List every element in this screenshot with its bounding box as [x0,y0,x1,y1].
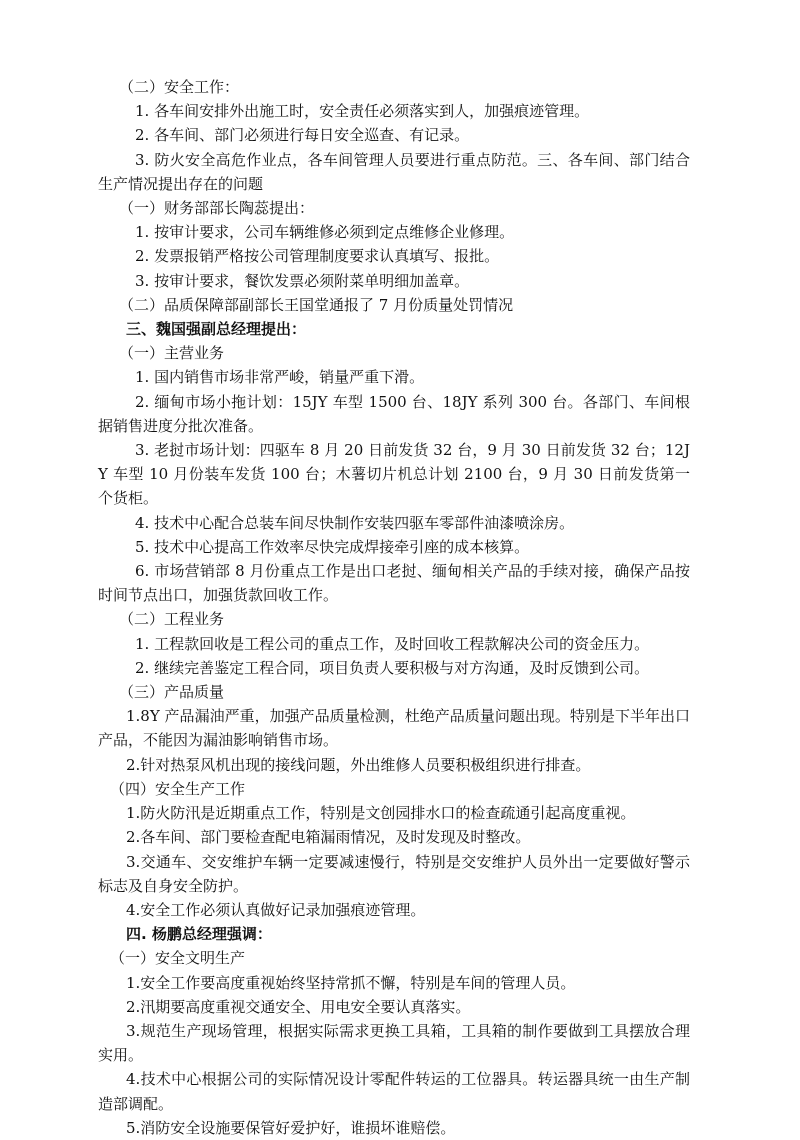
paragraph-line: 5. 技术中心提高工作效率尽快完成焊接牵引座的成本核算。 [135,537,530,556]
paragraph-line: 4.技术中心根据公司的实际情况设计零配件转运的工位器具。转运器具统一由生产制造部调配。 [98,1070,690,1113]
paragraph-line: （一）安全文明生产 [110,949,246,968]
paragraph-line: 1. 工程款回收是工程公司的重点工作，及时回收工程款解决公司的资金压力。 [135,634,650,653]
paragraph-line: 1.8Y 产品漏油严重，加强产品质量检测，杜绝产品质量问题出现。特别是下半年出口产品，不能因为漏油影响销售市场。 [98,707,690,750]
paragraph-line: 4.安全工作必须认真做好记录加强痕迹管理。 [126,900,426,919]
paragraph-line: 2.各车间、部门要检查配电箱漏雨情况，及时发现及时整改。 [126,828,531,847]
document-body [98,75,690,1140]
paragraph-line: （二）安全工作： [119,78,240,96]
paragraph-line: 2. 发票报销严格按公司管理制度要求认真填写、报批。 [135,247,500,266]
paragraph-line: 4. 技术中心配合总装车间尽快制作安装四驱车零部件油漆喷涂房。 [135,513,575,532]
paragraph-line: 5.消防安全设施要保管好爱护好，谁损坏谁赔偿。 [126,1118,456,1137]
paragraph-line: 3.规范生产现场管理，根据实际需求更换工具箱，工具箱的制作要做到工具摆放合理实用。 [98,1021,690,1065]
paragraph-line: 2.汛期要高度重视交通安全、用电安全要认真落实。 [126,997,471,1016]
paragraph-line: （四）安全生产工作 [110,779,246,798]
paragraph-line: （二）工程业务 [119,610,225,629]
section-heading: 三、魏国强副总经理提出： [126,320,307,339]
paragraph-line: （一）财务部部长陶蕊提出： [119,199,315,218]
paragraph-line: 1. 各车间安排外出施工时，安全责任必须落实到人，加强痕迹管理。 [135,102,590,121]
paragraph-line: 1. 按审计要求，公司车辆维修必须到定点维修企业修理。 [135,223,515,242]
paragraph-line: 2. 继续完善鉴定工程合同，项目负责人要积极与对方沟通，及时反馈到公司。 [135,658,650,677]
paragraph-line: 3.交通车、交安维护车辆一定要减速慢行，特别是交安维护人员外出一定要做好警示标志及自身安全防护。 [98,852,690,895]
paragraph-line: （一）主营业务 [119,344,225,363]
paragraph-line: 2. 缅甸市场小拖计划：15JY 车型 1500 台、18JY 系列 300 台。各部门、车间根据销售进度分批次准备。 [98,392,690,435]
paragraph-line: 6. 市场营销部 8 月份重点工作是出口老挝、缅甸相关产品的手续对接，确保产品按时间节点出口，加强货款回收工作。 [98,562,690,605]
paragraph-line: 2. 各车间、部门必须进行每日安全巡查、有记录。 [135,126,470,145]
section-heading: 四. 杨鹏总经理强调： [126,925,272,944]
paragraph-line: 1.安全工作要高度重视始终坚持常抓不懈，特别是车间的管理人员。 [126,973,576,992]
paragraph-line: （三）产品质量 [119,683,225,702]
paragraph-line: 1.防火防汛是近期重点工作，特别是文创园排水口的检查疏通引起高度重视。 [126,804,636,823]
paragraph-line: 1. 国内销售市场非常严峻，销量严重下滑。 [135,368,425,387]
paragraph-line: 3. 老挝市场计划：四驱车 8 月 20 日前发货 32 台，9 月 30 日前发货 32 台；12JY 车型 10 月份装车发货 100 台；木薯切片机总计划 2100 台，9 月 30 日前发货第一个货柜。 [98,441,690,508]
paragraph-line: 2.针对热泵风机出现的接线问题，外出维修人员要积极组织进行排查。 [126,755,591,774]
paragraph-line: 3. 按审计要求，餐饮发票必须附菜单明细加盖章。 [135,271,470,290]
paragraph-line: （二）品质保障部副部长王国堂通报了 7 月份质量处罚情况 [119,295,514,314]
paragraph-line: 3. 防火安全高危作业点，各车间管理人员要进行重点防范。三、各车间、部门结合生产情况提出存在的问题 [98,150,690,193]
